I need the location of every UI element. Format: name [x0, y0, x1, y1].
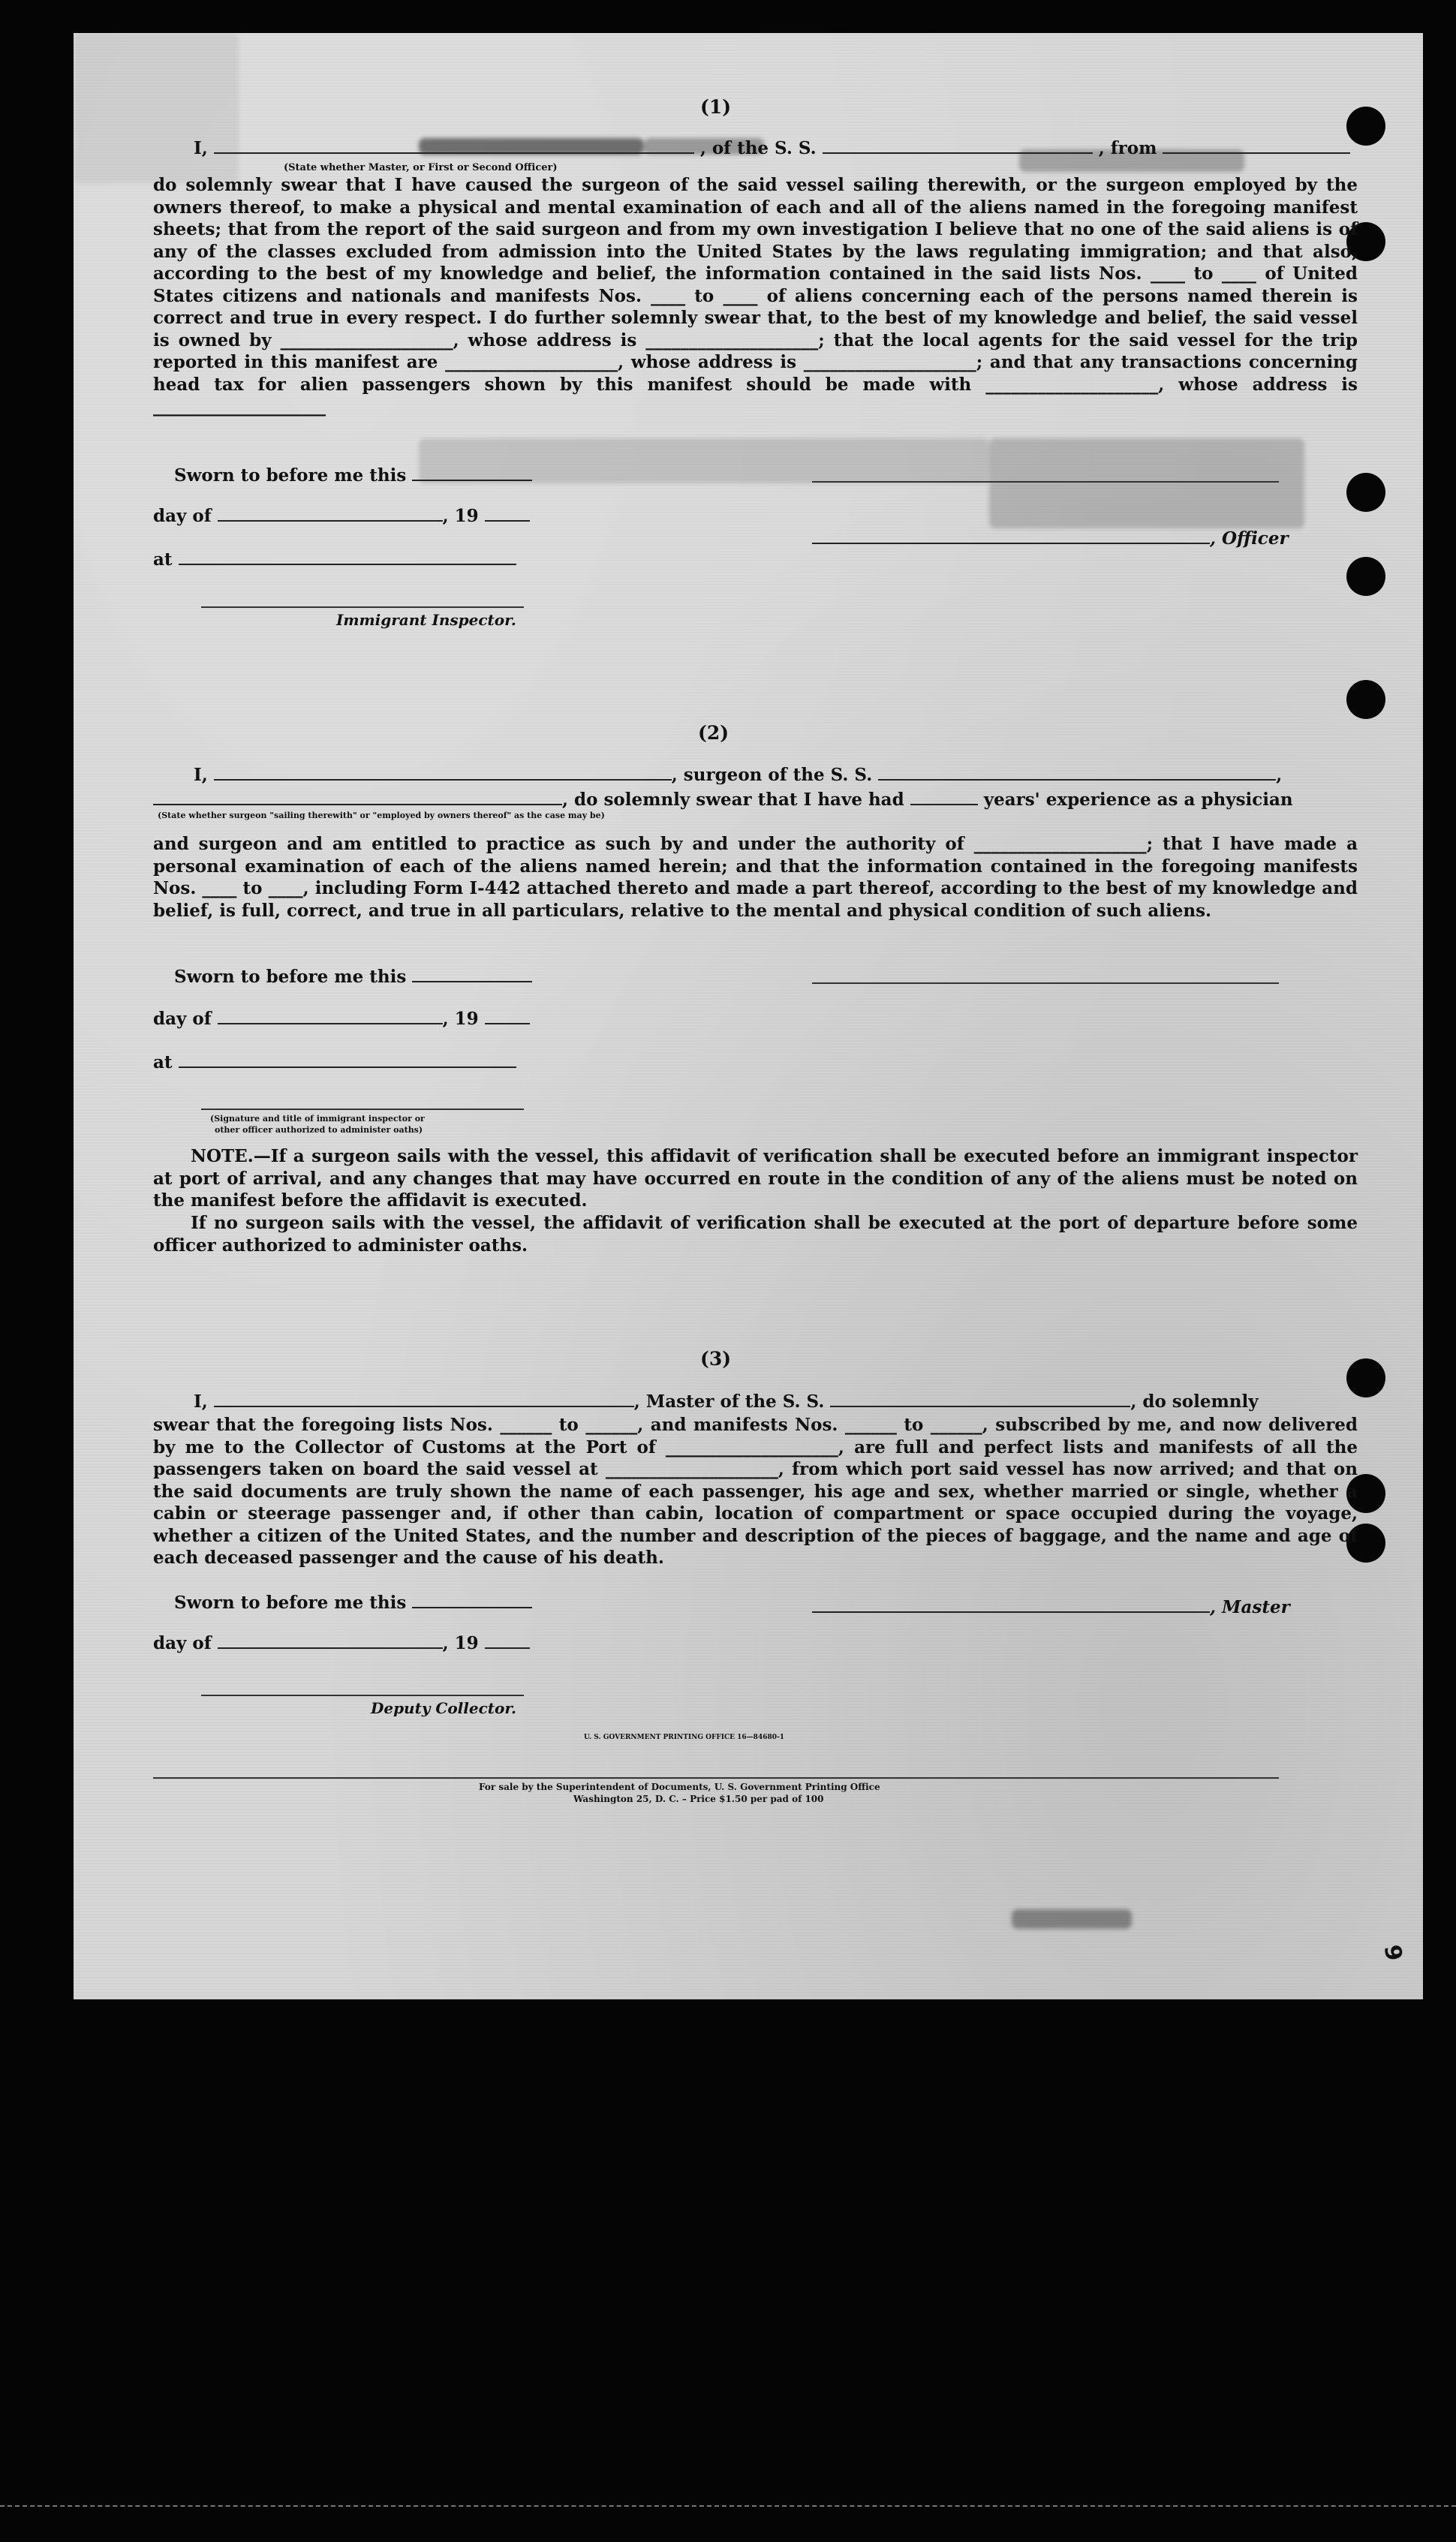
- text: years' experience as a physician: [983, 790, 1293, 810]
- signature-caption: (Signature and title of immigrant inspector or: [210, 1114, 425, 1124]
- note-paragraph: [153, 1145, 1358, 1212]
- note-text: —If a surgeon sails with the vessel, this affidavit of verification shall be executed before an immigrant inspector at port of arrival, and any changes that may have occurred en route in the condition of any of the aliens must be noted on the manifest before the affidavit is executed.: [153, 1146, 1358, 1211]
- blank-field: [812, 531, 1210, 544]
- blank-field: [214, 1394, 634, 1407]
- blank-field: [218, 508, 443, 522]
- text: day of: [153, 506, 212, 526]
- day-line: [153, 1009, 530, 1029]
- text: , 19: [442, 1633, 479, 1653]
- signature-line: [812, 982, 1279, 984]
- text: day of: [153, 1009, 212, 1029]
- blank-field: [179, 1054, 516, 1068]
- section3-paragraph: swear that the foregoing lists Nos. ______ to ______, and manifests Nos. ______ to ______, subscribed by me, and now delivered by me to the Collector of Customs at the Port of ____________________, are full and perfect lists and manifests of all the passengers taken on board the said vessel at ____________________, from which port said vessel has now arrived; and that on the said documents are truly shown the name of each passenger, his age and sex, whether married or single, whether a cabin or steerage passenger and, if other than cabin, location of compartment or space occupied during the voyage, whether a citizen of the United States, and the number and description of the pieces of baggage, and the name and age of each deceased passenger and the cause of his death.: [153, 1415, 1358, 1568]
- text: Sworn to before me this: [174, 1593, 407, 1613]
- signature-line: [201, 606, 524, 608]
- text: at: [153, 549, 173, 570]
- film-edge: [0, 2505, 1456, 2507]
- sworn-line: [174, 1593, 532, 1613]
- footer-rule: [153, 1777, 1279, 1779]
- signature-line: [812, 481, 1279, 483]
- text: , surgeon of the S. S.: [671, 765, 873, 785]
- master-line: [812, 1597, 1290, 1617]
- sale-notice: Washington 25, D. C. – Price $1.50 per pad of 100: [573, 1794, 824, 1804]
- section1-opening-line: [194, 138, 1350, 158]
- punch-hole: [1346, 680, 1385, 719]
- text: , Master of the S. S.: [633, 1391, 825, 1412]
- punch-hole: [1346, 107, 1385, 146]
- section1-caption: (State whether Master, or First or Second Officer): [284, 162, 558, 173]
- text: I,: [194, 1391, 208, 1412]
- sworn-line: [174, 465, 532, 486]
- signature-caption: other officer authorized to administer oaths): [215, 1125, 423, 1135]
- blank-field: [218, 1635, 443, 1649]
- text: at: [153, 1052, 173, 1072]
- signature-line: [201, 1109, 524, 1110]
- note-label: NOTE.: [191, 1146, 254, 1166]
- ink-smudge: [74, 33, 239, 183]
- section2-opening-line: I, , surgeon of the S. S. ,: [194, 765, 1283, 785]
- section2-second-line: [153, 790, 1293, 810]
- sworn-line: [174, 967, 532, 987]
- punch-hole: [1346, 557, 1385, 596]
- section-number: (2): [698, 722, 730, 744]
- section-number: (1): [700, 96, 732, 118]
- blank-field: [830, 1394, 1130, 1407]
- text: , Master: [1210, 1597, 1290, 1617]
- blank-field: [179, 552, 516, 565]
- ink-smudge: [1012, 1909, 1132, 1929]
- day-line: [153, 506, 530, 526]
- at-line: [153, 549, 516, 570]
- text: I,: [194, 138, 208, 158]
- blank-field: [1163, 140, 1350, 154]
- punch-hole: [1346, 1358, 1385, 1397]
- punch-hole: [1346, 473, 1385, 512]
- blank-field: [878, 767, 1276, 781]
- text: Sworn to before me this: [174, 465, 407, 486]
- text: day of: [153, 1633, 212, 1653]
- blank-field: [214, 767, 672, 781]
- blank-field: [218, 1011, 443, 1024]
- section1-paragraph: do solemnly swear that I have caused the surgeon of the said vessel sailing therewith, or the surgeon employed by the owners thereof, to make a physical and mental examination of each and all of the aliens named in the foregoing manifest sheets; that from the report of the said surgeon and from my own investigation I believe that no one of the said aliens is of any of the classes excluded from admission into the United States by the laws regulating immigration; and that also, according to the best of my knowledge and belief, the information contained in the said lists Nos. ____ to ____ of United States citizens and nationals and manifests Nos. ____ to ____ of aliens concerning each of the persons named therein is correct and true in every respect. I do further solemnly swear that, to the best of my knowledge and belief, the said vessel is owned by ____________________, whose address is ____________________; that the local agents for the said vessel for the trip reported in this manifest are ____________________, whose address is ____________________; and that any transactions concerning head tax for alien passengers shown by this manifest should be made with ____________________, whose address is ____________________: [153, 175, 1358, 417]
- section2-caption: (State whether surgeon "sailing therewith" or "employed by owners thereof" as the case may be): [158, 811, 605, 820]
- text: , 19: [442, 1009, 479, 1029]
- signature-line: [201, 1695, 524, 1696]
- text: , Officer: [1210, 528, 1289, 549]
- section3-opening-line: [194, 1391, 1259, 1412]
- text: Sworn to before me this: [174, 967, 407, 987]
- gpo-imprint: U. S. GOVERNMENT PRINTING OFFICE 16—84680-1: [584, 1734, 784, 1741]
- inspector-label: Immigrant Inspector.: [336, 611, 516, 629]
- blank-field: [412, 969, 532, 982]
- blank-field: [412, 1595, 532, 1608]
- text: , do solemnly: [1130, 1391, 1259, 1412]
- ink-smudge: [989, 438, 1304, 528]
- blank-field: [485, 1635, 530, 1649]
- text: , do solemnly swear that I have had: [562, 790, 904, 810]
- blank-field: [485, 508, 530, 522]
- sale-notice: For sale by the Superintendent of Documents, U. S. Government Printing Office: [479, 1782, 880, 1792]
- text: , of the S. S.: [699, 138, 817, 158]
- at-line: [153, 1052, 516, 1072]
- blank-field: [153, 792, 562, 805]
- text: , from: [1098, 138, 1157, 158]
- blank-field: [412, 468, 532, 481]
- handwritten-page-number: 6: [1380, 1942, 1409, 1963]
- day-line: [153, 1633, 530, 1653]
- section-number: (3): [700, 1348, 732, 1370]
- deputy-label: Deputy Collector.: [371, 1699, 517, 1717]
- blank-field: [214, 140, 694, 154]
- text: , 19: [442, 506, 479, 526]
- note-paragraph-2: If no surgeon sails with the vessel, the affidavit of verification shall be executed at the port of departure before some officer authorized to administer oaths.: [153, 1213, 1358, 1256]
- blank-field: [812, 1599, 1210, 1613]
- text: I,: [194, 765, 208, 785]
- form-page: [74, 33, 1423, 1999]
- blank-field: [823, 140, 1093, 154]
- blank-field: [485, 1011, 530, 1024]
- officer-line: [812, 528, 1289, 549]
- blank-field: [910, 792, 978, 805]
- section2-paragraph: and surgeon and am entitled to practice as such by and under the authority of ____________________; that I have made a personal examination of each of the aliens named herein; and that the information contained in the foregoing manifests Nos. ____ to ____, including Form I-442 attached thereto and made a part thereof, according to the best of my knowledge and belief, is full, correct, and true in all particulars, relative to the mental and physical condition of such aliens.: [153, 834, 1358, 921]
